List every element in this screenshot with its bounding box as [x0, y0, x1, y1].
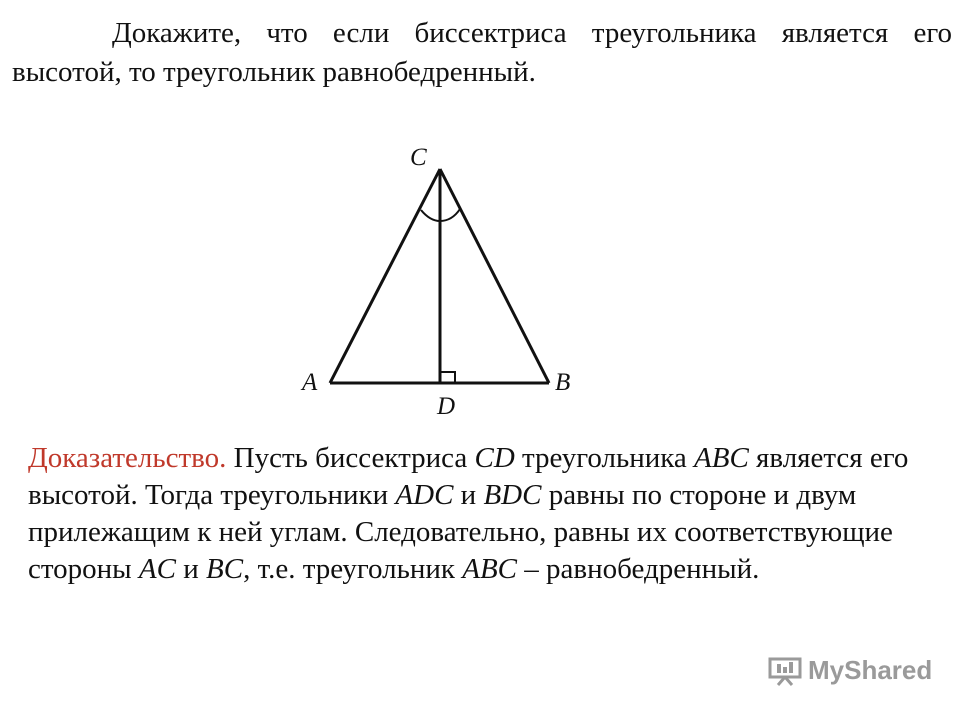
label-a: A — [302, 369, 318, 396]
myshared-logo — [768, 655, 932, 686]
label-c: C — [410, 144, 427, 171]
presentation-icon — [768, 656, 802, 686]
label-d: D — [437, 393, 456, 420]
angle-arc-left — [421, 210, 440, 221]
proof-paragraph: Доказательство. Пусть биссектриса CD треугольника ABC является его высотой. Тогда треугольники ADC и BDC равны по стороне и двум прилежащим к ней углам. Следовательно, равны их соответствующие стороны AC и BC, т.е. треугольник ABC – равнобедренный. — [28, 442, 909, 585]
side-bc — [440, 169, 549, 383]
side-ac — [330, 169, 440, 383]
right-angle-mark — [440, 372, 455, 383]
proof-heading: Доказательство. — [28, 442, 227, 474]
problem-statement: Докажите, что если биссектриса треугольника является его высотой, то треугольник равнобедренный. — [12, 17, 952, 88]
watermark-text: MyShared — [808, 655, 933, 685]
angle-arc-right — [440, 209, 460, 221]
label-b: B — [555, 369, 571, 396]
